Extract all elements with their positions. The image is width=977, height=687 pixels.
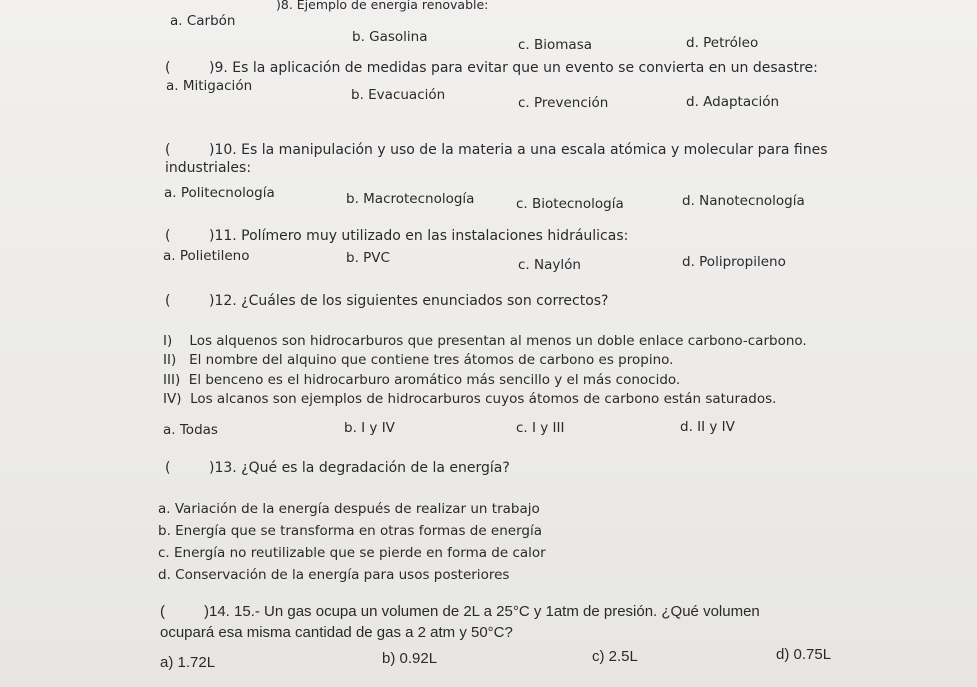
- q8-option-b: b. Gasolina: [352, 29, 428, 45]
- q12-statement-3: III) El benceno es el hidrocarburo aromático más sencillo y el más conocido.: [163, 372, 681, 388]
- q11-option-a: a. Polietileno: [163, 248, 250, 264]
- q12-option-d: d. II y IV: [680, 419, 735, 435]
- q12-statement-2: II) El nombre del alquino que contiene tres átomos de carbono es propino.: [163, 352, 674, 368]
- q13-option-d: d. Conservación de la energía para usos posteriores: [158, 567, 510, 583]
- q11-option-b: b. PVC: [346, 250, 390, 266]
- q12-option-a: a. Todas: [163, 422, 218, 438]
- q10-title: )10. Es la manipulación y uso de la materia a una escala atómica y molecular para fines: [209, 142, 828, 158]
- q10-option-c: c. Biotecnología: [516, 196, 624, 212]
- q14-title-continued: ocupará esa misma cantidad de gas a 2 atm y 50°C?: [160, 624, 513, 641]
- q11-question: [165, 228, 628, 244]
- q9-question: [165, 60, 818, 76]
- q9-answer-blank: (: [165, 60, 171, 76]
- q9-title: )9. Es la aplicación de medidas para evitar que un evento se convierta en un desastre:: [209, 60, 818, 76]
- q8-option-d: d. Petróleo: [686, 35, 759, 51]
- q12-title: )12. ¿Cuáles de los siguientes enunciados son correctos?: [209, 293, 609, 309]
- q13-question: [165, 460, 510, 476]
- q12-question: [165, 293, 609, 309]
- q13-answer-blank: (: [165, 460, 171, 476]
- q8-option-a: a. Carbón: [170, 13, 236, 29]
- q10-option-a: a. Politecnología: [164, 185, 275, 201]
- q14-title: )14. 15.- Un gas ocupa un volumen de 2L a 25°C y 1atm de presión. ¿Qué volumen: [204, 603, 760, 620]
- q9-option-b: b. Evacuación: [351, 87, 446, 103]
- q9-option-a: a. Mitigación: [166, 78, 253, 94]
- q9-option-c: c. Prevención: [518, 95, 609, 111]
- q14-option-a: a) 1.72L: [160, 654, 216, 671]
- q11-option-d: d. Polipropileno: [682, 254, 786, 270]
- q14-answer-blank: (: [160, 603, 165, 620]
- q13-option-b: b. Energía que se transforma en otras formas de energía: [158, 523, 543, 539]
- q11-answer-blank: (: [165, 228, 171, 244]
- q10-answer-blank: (: [165, 142, 171, 158]
- q11-title: )11. Polímero muy utilizado en las instalaciones hidráulicas:: [209, 228, 629, 244]
- q8-title: )8. Ejemplo de energía renovable:: [276, 0, 489, 12]
- q14-option-c: c) 2.5L: [592, 648, 638, 665]
- q12-option-b: b. I y IV: [344, 420, 395, 436]
- q12-answer-blank: (: [165, 293, 171, 309]
- q12-statement-1: I) Los alquenos son hidrocarburos que presentan al menos un doble enlace carbono-carbono.: [163, 333, 807, 349]
- q14-question: [160, 604, 760, 620]
- q13-option-c: c. Energía no reutilizable que se pierde en forma de calor: [158, 545, 546, 561]
- q12-option-c: c. I y III: [516, 420, 565, 436]
- q9-option-d: d. Adaptación: [686, 94, 780, 110]
- q8-option-c: c. Biomasa: [518, 37, 593, 53]
- q14-option-d: d) 0.75L: [776, 646, 832, 663]
- q10-question: [165, 142, 827, 158]
- q11-option-c: c. Naylón: [518, 257, 581, 273]
- q13-option-a: a. Variación de la energía después de realizar un trabajo: [158, 501, 540, 517]
- q12-statement-4: IV) Los alcanos son ejemplos de hidrocarburos cuyos átomos de carbono están saturados.: [163, 391, 777, 407]
- q10-option-b: b. Macrotecnología: [346, 191, 475, 207]
- q10-title-continued: industriales:: [165, 160, 252, 176]
- q13-title: )13. ¿Qué es la degradación de la energía?: [209, 460, 510, 476]
- q14-option-b: b) 0.92L: [382, 650, 438, 667]
- q10-option-d: d. Nanotecnología: [682, 193, 805, 209]
